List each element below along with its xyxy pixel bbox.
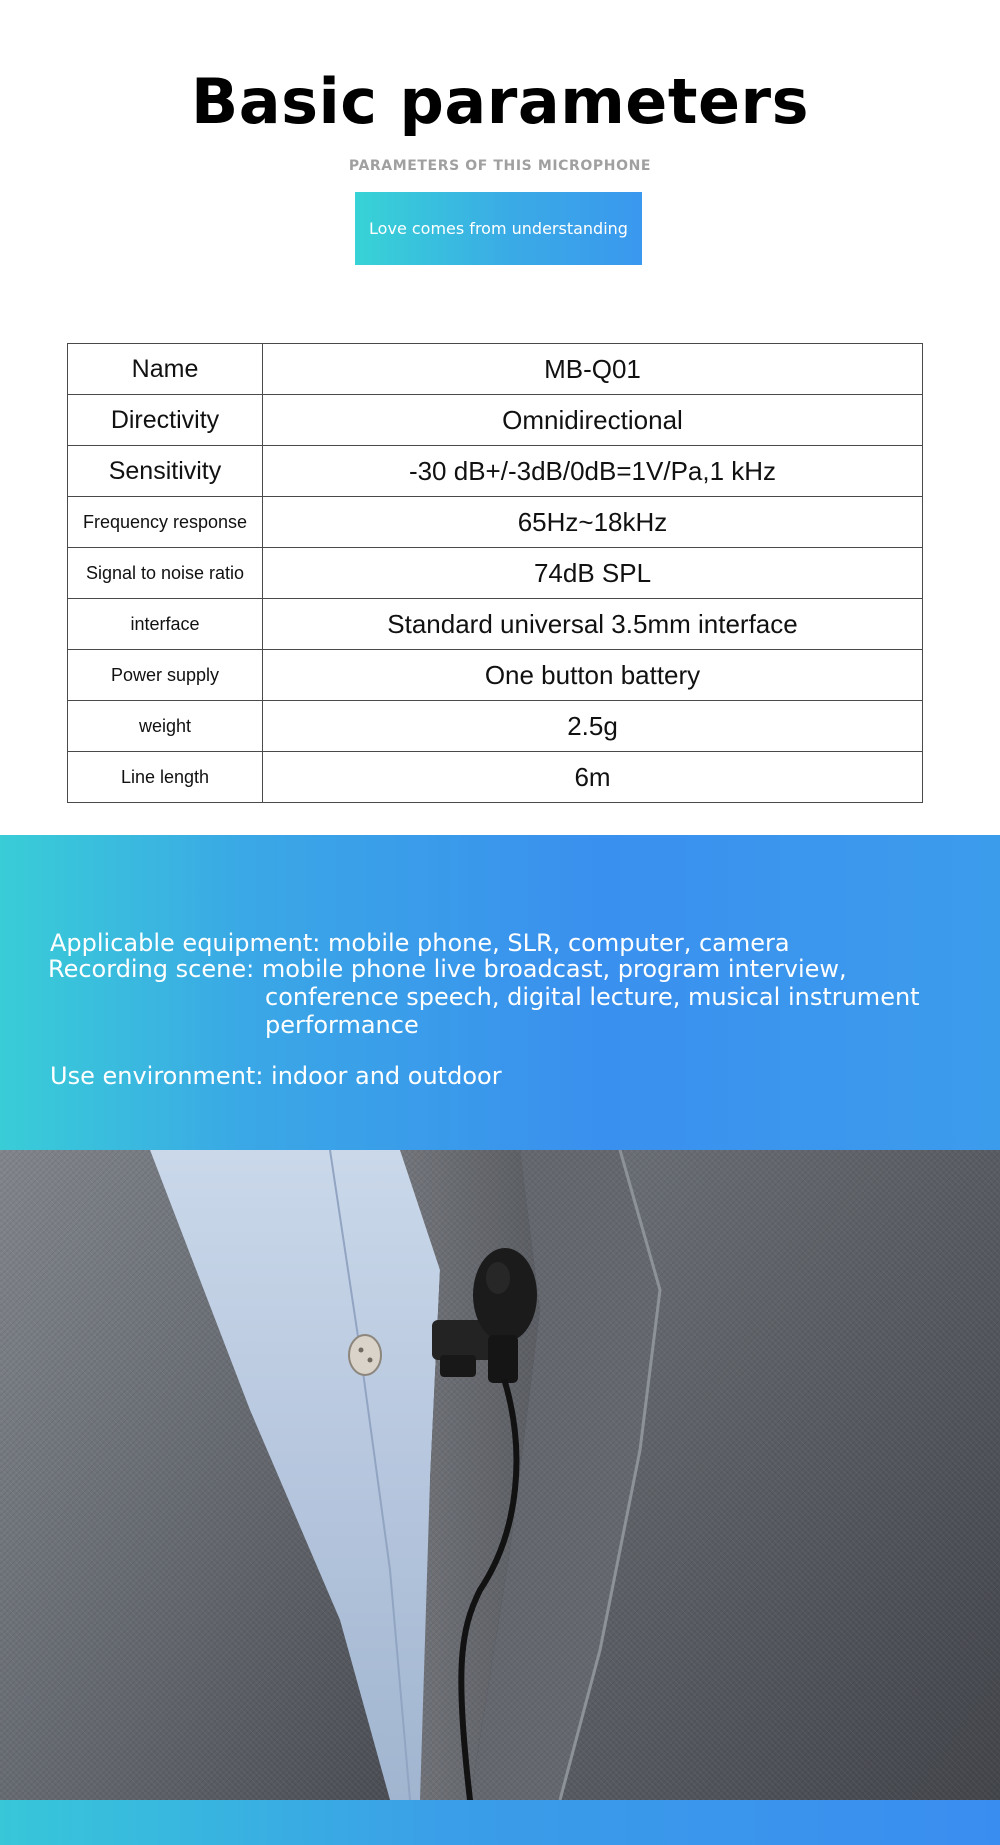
recording-scene-line-1: Recording scene: mobile phone live broadcast, program interview,: [48, 955, 847, 983]
table-row: [68, 650, 923, 701]
table-row: [68, 344, 923, 395]
table-row: [68, 701, 923, 752]
bottom-accent-strip: [0, 1800, 1000, 1845]
applicable-equipment-text: Applicable equipment: mobile phone, SLR, computer, camera: [50, 929, 790, 957]
param-name: Sensitivity: [68, 446, 263, 497]
table-row: [68, 752, 923, 803]
table-row: [68, 548, 923, 599]
param-value: One button battery: [263, 650, 923, 701]
param-value: 65Hz~18kHz: [263, 497, 923, 548]
table-row: [68, 395, 923, 446]
table-row: [68, 446, 923, 497]
param-name: interface: [68, 599, 263, 650]
param-value: MB-Q01: [263, 344, 923, 395]
param-value: 6m: [263, 752, 923, 803]
product-photo: [0, 1150, 1000, 1800]
param-value: -30 dB+/-3dB/0dB=1V/Pa,1 kHz: [263, 446, 923, 497]
param-name: Power supply: [68, 650, 263, 701]
param-name: Name: [68, 344, 263, 395]
recording-scene-text: [48, 955, 847, 983]
param-value: Standard universal 3.5mm interface: [263, 599, 923, 650]
table-row: [68, 497, 923, 548]
recording-scene-line-3: performance: [265, 1011, 419, 1039]
use-environment-text: Use environment: indoor and outdoor: [50, 1062, 502, 1090]
param-value: 74dB SPL: [263, 548, 923, 599]
param-name: weight: [68, 701, 263, 752]
param-name: Directivity: [68, 395, 263, 446]
param-value: Omnidirectional: [263, 395, 923, 446]
param-value: 2.5g: [263, 701, 923, 752]
parameter-table: [67, 343, 923, 803]
page-subtitle: PARAMETERS OF THIS MICROPHONE: [348, 158, 652, 174]
recording-scene-line-2: conference speech, digital lecture, musical instrument: [265, 983, 920, 1011]
param-name: Frequency response: [68, 497, 263, 548]
lavalier-mic-illustration: [0, 1150, 1000, 1800]
info-band: [0, 835, 1000, 1150]
param-name: Signal to noise ratio: [68, 548, 263, 599]
page-title: Basic parameters: [190, 65, 810, 138]
table-row: [68, 599, 923, 650]
slogan-badge: Love comes from understanding: [355, 192, 642, 265]
param-name: Line length: [68, 752, 263, 803]
